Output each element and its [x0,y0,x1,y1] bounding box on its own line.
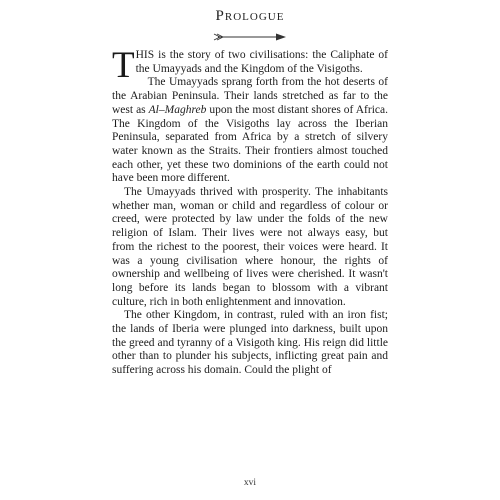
paragraph-3: The Umayyads thrived with prosperity. The inhabitants whether man, woman or child and regardless of colour or creed, were protected by law under the folds of the new religion of Islam. Their lives were not always easy, but from the richest to the poorest, their voices were heard. It was a young civilisation where honour, the rights of ownership and wellbeing of lives were cherished. It wasn't long before its lands began to blossom with a vibrant culture, rich in both enlightenment and innovation. [112,186,388,308]
paragraph-2 [112,76,388,186]
drop-cap: T [112,45,135,86]
al-maghreb-term: Al–Maghreb [148,103,207,116]
paragraph-2-text-b: upon the most distant shores of Africa. The Kingdom of the Visigoths lay across the Iberian Peninsula, separated from Africa by a stretch of silvery water known as the Straits. Their frontiers almost touched each other, yet these two dominions of the earth could not have been more different. [112,103,388,185]
chapter-heading: Prologue [215,8,285,24]
arrow-ornament-icon [212,32,288,42]
paragraph-1-text: HIS is the story of two civilisations: the Caliphate of the Umayyads and the Kingdom of the Visigoths. [135,49,388,75]
paragraph-2-text-a: The Umayyads sprang forth from the hot deserts of the Arabian Peninsula. Their lands stretched as far to the west as [112,76,388,116]
paragraph-4: The other Kingdom, in contrast, ruled with an iron fist; the lands of Iberia were plunged into darkness, built upon the greed and tyranny of a Visigoth king. His reign did little other than to plunder his subjects, inflicting great pain and suffering across his domain. Could the plight of [112,309,388,377]
prologue-text [112,45,388,378]
paragraph-1 [112,45,388,86]
page-number: xvi [243,478,257,488]
